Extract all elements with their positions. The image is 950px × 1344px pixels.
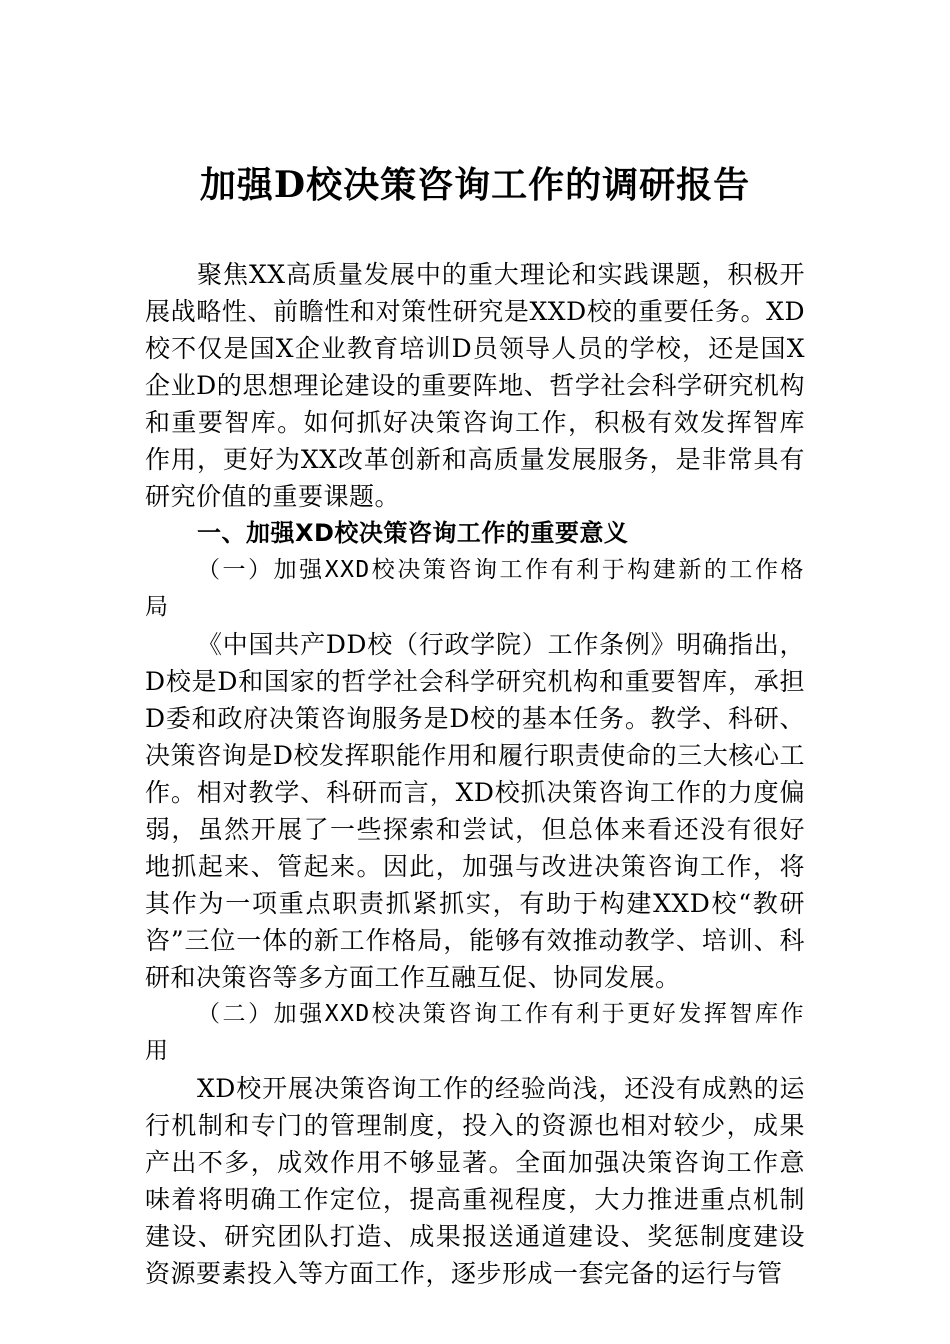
intro-paragraph: 聚焦XX高质量发展中的重大理论和实践课题，积极开展战略性、前瞻性和对策性研究是XXD校的重要任务。XD校不仅是国X企业教育培训D员领导人员的学校，还是国X企业D的思想理论建设的重要阵地、哲学社会科学研究机构和重要智库。如何抓好决策咨询工作，积极有效发挥智库作用，更好为XX改革创新和高质量发展服务，是非常具有研究价值的重要课题。 <box>145 260 805 511</box>
subsection-2-paragraph: XD校开展决策咨询工作的经验尚浅，还没有成熟的运行机制和专门的管理制度，投入的资源也相对较少，成果产出不多，成效作用不够显著。全面加强决策咨询工作意味着将明确工作定位，提高重视程度，大力推进重点机制建设、研究团队打造、成果报送通道建设、奖惩制度建设资源要素投入等方面工作，逐步形成一套完备的运行与管 <box>145 1074 805 1288</box>
subsection-heading-2: （二）加强XXD校决策咨询工作有利于更好发挥智库作用 <box>145 1001 805 1064</box>
section-heading-1: 一、加强XD校决策咨询工作的重要意义 <box>197 519 629 547</box>
document-body <box>145 256 805 1292</box>
subsection-heading-1: （一）加强XXD校决策咨询工作有利于构建新的工作格局 <box>145 557 805 620</box>
document-title: 加强D校决策咨询工作的调研报告 <box>199 164 751 206</box>
subsection-1-paragraph: 《中国共产DD校（行政学院）工作条例》明确指出，D校是D和国家的哲学社会科学研究机构和重要智库，承担D委和政府决策咨询服务是D校的基本任务。教学、科研、决策咨询是D校发挥职能作用和履行职责使命的三大核心工作。相对教学、科研而言，XD校抓决策咨询工作的力度偏弱，虽然开展了一些探索和尝试，但总体来看还没有很好地抓起来、管起来。因此，加强与改进决策咨询工作，将其作为一项重点职责抓紧抓实，有助于构建XXD校“教研咨”三位一体的新工作格局，能够有效推动教学、培训、科研和决策咨等多方面工作互融互促、协同发展。 <box>145 630 805 992</box>
